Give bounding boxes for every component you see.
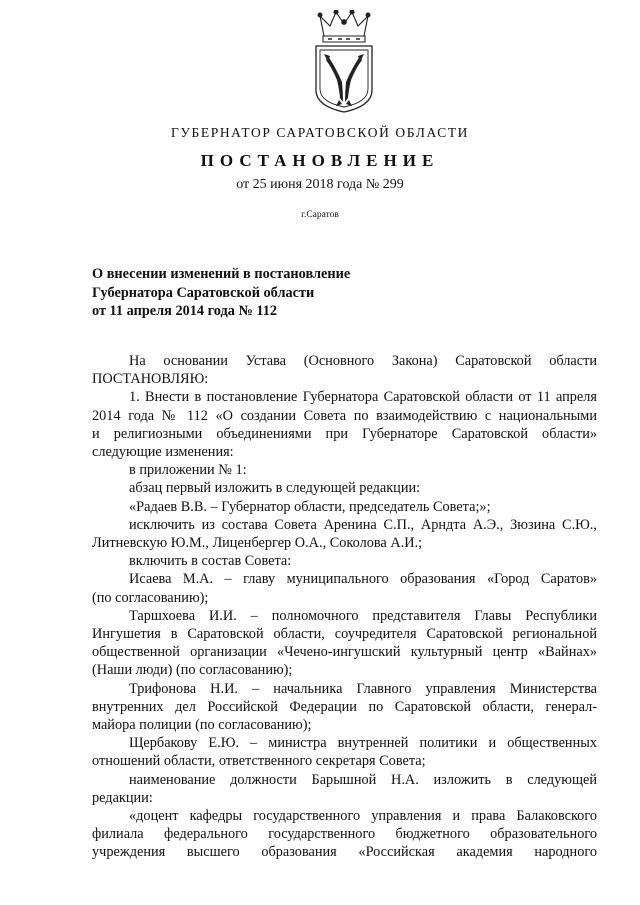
body-line: майора полиции (по согласованию); — [92, 717, 312, 734]
subject-line: Губернатора Саратовской области — [92, 284, 315, 301]
body-line: «доцент кафедры государственного управления и права Балаковского — [129, 808, 597, 825]
body-line: Щербакову Е.Ю. – министра внутренней политики и общественных — [129, 735, 597, 752]
document-body — [92, 352, 597, 862]
body-line: наименование должности Барышной Н.А. изложить в следующей — [129, 771, 597, 788]
body-line: Ингушетия в Саратовской области, соучредителя Саратовской региональной — [92, 626, 597, 643]
body-line: Трифонова Н.И. – начальника Главного управления Министерства — [129, 680, 597, 697]
body-line: Таршхоева И.И. – полномочного представителя Главы Республики — [129, 607, 597, 624]
body-line: (Наши люди) (по согласованию); — [92, 662, 293, 679]
document-date-number: от 25 июня 2018 года № 299 — [236, 177, 404, 192]
body-line: 1. Внести в постановление Губернатора Саратовской области от 11 апреля — [129, 389, 597, 406]
body-line: абзац первый изложить в следующей редакции: — [129, 480, 421, 497]
body-line: филиала федерального государственного бюджетного образовательного — [92, 826, 597, 843]
body-line: отношений области, ответственного секретаря Совета; — [92, 753, 426, 770]
body-line: исключить из состава Совета Аренина С.П., Арндта А.Э., Зюзина С.Ю., — [129, 516, 597, 533]
subject-line: О внесении изменений в постановление — [92, 266, 351, 282]
body-line: 2014 года № 112 «О создании Совета по взаимодействию с национальными — [92, 407, 597, 424]
body-line: (по согласованию); — [92, 589, 209, 606]
body-line: следующие изменения: — [92, 444, 234, 461]
document-type: ПОСТАНОВЛЕНИЕ — [200, 151, 440, 170]
body-line: учреждения высшего образования «Российская академия народного — [92, 844, 597, 861]
body-line: ПОСТАНОВЛЯЮ: — [92, 371, 209, 388]
body-line: в приложении № 1: — [129, 462, 247, 479]
body-line: Исаева М.А. – главу муниципального образования «Город Саратов» — [129, 571, 597, 588]
body-line: «Радаев В.В. – Губернатор области, председатель Совета;»; — [129, 498, 491, 515]
body-line: общественной организации «Чечено-ингушский культурный центр «Вайнах» — [92, 644, 597, 661]
saratov-coat-of-arms-icon — [306, 10, 382, 114]
subject-line: от 11 апреля 2014 года № 112 — [92, 303, 278, 319]
document-city: г.Саратов — [301, 210, 339, 220]
body-line: редакции: — [92, 789, 153, 806]
document-subject — [92, 265, 432, 321]
body-line: и религиозными объединениями при Губернаторе Саратовской области» — [92, 425, 597, 442]
body-line: На основании Устава (Основного Закона) Саратовской области — [129, 353, 597, 369]
body-line: внутренних дел Российской Федерации по Саратовской области, генерал- — [92, 698, 597, 715]
body-line: Литневскую Ю.М., Лиценбергер О.А., Соколова А.И.; — [92, 535, 423, 552]
organization-name: ГУБЕРНАТОР САРАТОВСКОЙ ОБЛАСТИ — [170, 125, 470, 140]
body-line: включить в состав Совета: — [129, 553, 292, 570]
